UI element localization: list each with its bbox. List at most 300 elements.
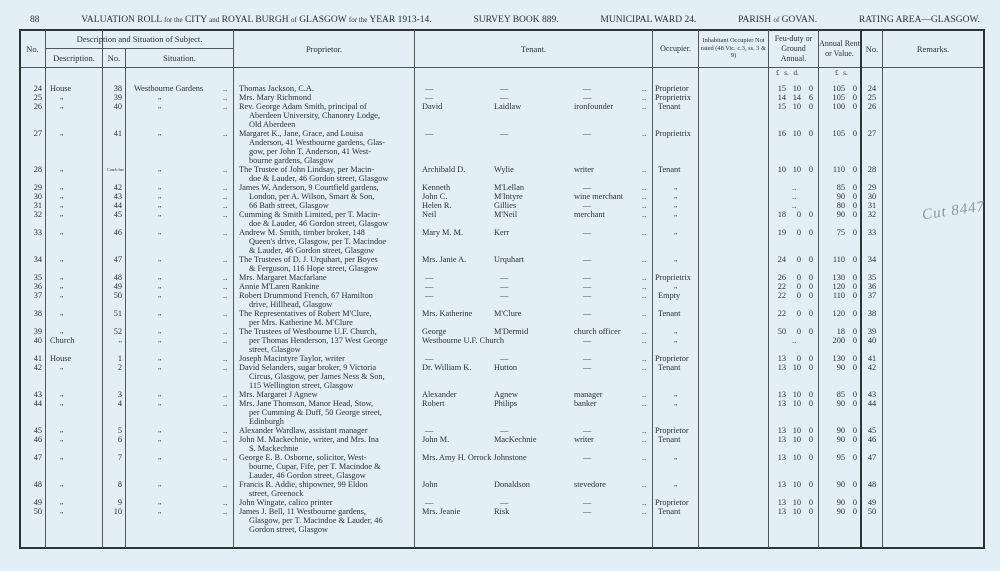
table-row [0, 102, 1000, 129]
header-bottom-border [19, 67, 985, 68]
tenant-forename: — [425, 426, 434, 435]
rent-shillings: 0 [852, 507, 857, 516]
feu-none: .. [792, 183, 797, 192]
row-number: 45 [33, 426, 42, 435]
feu-pence: 0 [808, 165, 813, 174]
proprietor-line: Robert Drummond French, 67 Hamilton [239, 291, 373, 300]
description: ,, [60, 327, 64, 335]
row-number: 48 [33, 480, 42, 489]
feu-pence: 0 [808, 309, 813, 318]
description: ,, [60, 192, 64, 200]
proprietor-line: London, per A. Wilson, Smart & Son, [249, 192, 375, 201]
tenant-dots: .. [642, 183, 647, 192]
rent-pounds: 90 [836, 435, 845, 444]
header-occupier: Occupier. [660, 43, 691, 53]
feu-pence: 0 [808, 255, 813, 264]
tenant-occupation: — [583, 363, 592, 372]
description: ,, [60, 282, 64, 290]
tenant-occupation: — [583, 228, 592, 237]
description: ,, [60, 165, 64, 173]
description: ,, [60, 480, 64, 488]
table-row [0, 165, 1000, 183]
header-proprietor: Proprietor. [305, 43, 343, 54]
subject-number: 10 [113, 507, 122, 516]
occupier: ,, [674, 255, 678, 263]
row-number: 24 [33, 84, 42, 93]
survey-book: SURVEY BOOK 889. [473, 15, 559, 25]
proprietor-line: Gordon street, Glasgow [249, 525, 329, 534]
rent-pounds: 110 [832, 255, 845, 264]
header-annual-rent: Annual Rent or Value. [819, 38, 860, 58]
proprietor-line: Lauder, 46 Gordon street, Glasgow [249, 471, 366, 480]
table-row [0, 93, 1000, 102]
tenant-surname: M'Neil [494, 210, 518, 219]
tenant-forename: John C. [422, 192, 448, 201]
occupier: Tenant [658, 363, 681, 372]
rent-pounds: 90 [836, 498, 845, 507]
proprietor [239, 390, 413, 399]
table-row [0, 192, 1000, 201]
tenant-surname: — [500, 129, 509, 138]
situation: ,, [158, 273, 162, 281]
ward: MUNICIPAL WARD 24. [600, 15, 697, 25]
title-text: for the [164, 16, 183, 24]
tenant-occupation: writer [574, 165, 594, 174]
tenant-occupation: stevedore [574, 480, 606, 489]
tenant-surname: Philips [494, 399, 518, 408]
rent-shillings: 0 [852, 210, 857, 219]
situation: ,, [158, 453, 162, 461]
tenant-occupation: banker [574, 399, 597, 408]
rent-shillings: 0 [852, 363, 857, 372]
situation-dots: .. [223, 228, 228, 237]
header-description-group: Description and Situation of Subject. [76, 34, 203, 44]
table-row [0, 210, 1000, 228]
tenant-occupation: — [583, 426, 592, 435]
tenant-surname: — [500, 426, 509, 435]
row-number: 43 [33, 390, 42, 399]
tenant-dots: .. [642, 507, 647, 516]
tenant-forename: Mrs. Jeanie [422, 507, 461, 516]
situation: ,, [158, 228, 162, 236]
tenant-dots: .. [642, 363, 647, 372]
tenant-occupation: wine merchant [574, 192, 624, 201]
feu-pence: 0 [808, 354, 813, 363]
feu-pence: 0 [808, 228, 813, 237]
table-row [0, 327, 1000, 336]
row-number: 40 [33, 336, 42, 345]
row-number: 47 [33, 453, 42, 462]
occupier: Tenant [658, 309, 681, 318]
tenant-surname: Wylie [494, 165, 514, 174]
feu-shillings: 10 [792, 84, 801, 93]
description: ,, [60, 255, 64, 263]
situation-dots: .. [223, 183, 228, 192]
tenant-forename: — [425, 84, 434, 93]
table-row [0, 498, 1000, 507]
proprietor-line: Rev. George Adam Smith, principal of [239, 102, 367, 111]
row-number: 32 [33, 210, 42, 219]
occupier: ,, [674, 210, 678, 218]
feu-shillings: 10 [792, 399, 801, 408]
description: ,, [60, 390, 64, 398]
feu-pounds: 19 [777, 228, 786, 237]
feu-shillings: 0 [796, 255, 801, 264]
feu-pounds: 22 [777, 291, 786, 300]
header-no: No. [26, 43, 39, 54]
tenant-surname: Risk [494, 507, 510, 516]
situation-dots: .. [223, 201, 228, 210]
description: House [50, 84, 72, 93]
tenant-surname: — [500, 93, 509, 102]
row-number: 41 [33, 354, 42, 363]
description: ,, [60, 129, 64, 137]
proprietor [239, 426, 413, 435]
tenant-occupation: — [583, 93, 592, 102]
row-number: 37 [33, 291, 42, 300]
tenant-surname: — [500, 282, 509, 291]
tenant-forename: — [425, 282, 434, 291]
proprietor [239, 255, 413, 273]
description: ,, [60, 453, 64, 461]
proprietor [239, 480, 413, 498]
proprietor-line: David Selanders, sugar broker, 9 Victoria [239, 363, 377, 372]
rent-shillings: 0 [852, 480, 857, 489]
description: ,, [60, 363, 64, 371]
row-number: 28 [33, 165, 42, 174]
valuation-rows [0, 84, 1000, 534]
row-number: 35 [33, 273, 42, 282]
table-row [0, 129, 1000, 165]
feu-pounds: 13 [777, 453, 786, 462]
proprietor-line: John M. Mackechnie, writer, and Mrs. Ina [239, 435, 379, 444]
situation: ,, [158, 165, 162, 173]
tenant-forename: Kenneth [422, 183, 451, 192]
proprietor [239, 327, 413, 336]
situation-dots: .. [223, 129, 228, 138]
situation: ,, [158, 210, 162, 218]
situation-dots: .. [223, 354, 228, 363]
proprietor-line: The Representatives of Robert M'Clure, [239, 309, 372, 318]
header-tenant: Tenant. [520, 43, 547, 54]
table-row [0, 255, 1000, 273]
proprietor [239, 165, 413, 183]
situation: Westbourne Gardens [134, 84, 204, 93]
situation: ,, [158, 435, 162, 443]
rent-pounds: 18 [836, 327, 845, 336]
row-number-right: 32 [867, 210, 877, 219]
feu-shillings: 14 [792, 93, 801, 102]
tenant-forename: Dr. William K. [422, 363, 472, 372]
row-number: 34 [33, 255, 42, 264]
proprietor-line: bourne gardens, Glasgow [249, 156, 334, 165]
row-number-right: 29 [867, 183, 877, 192]
feu-pence: 0 [808, 390, 813, 399]
proprietor-line: Queen's drive, Glasgow, per T. Macindoe [249, 237, 387, 246]
parish-text: of [773, 16, 780, 24]
table-row [0, 363, 1000, 390]
tenant-occupation: — [583, 183, 592, 192]
proprietor-line: Annie M'Laren Rankine [239, 282, 320, 291]
table-row [0, 435, 1000, 453]
situation: ,, [158, 480, 162, 488]
rent-pounds: 105 [832, 84, 845, 93]
tenant-dots: .. [642, 498, 647, 507]
tenant-occupation: writer [574, 435, 594, 444]
occupier: Proprietor [655, 426, 689, 435]
rent-units: £ s. [835, 69, 848, 77]
occupier: ,, [674, 390, 678, 398]
occupier: Proprietrix [655, 93, 691, 102]
proprietor [239, 354, 413, 363]
rent-shillings: 0 [852, 102, 857, 111]
proprietor [239, 498, 413, 507]
situation: ,, [158, 282, 162, 290]
proprietor-line: James J. Bell, 11 Westbourne gardens, [239, 507, 366, 516]
situation-dots: .. [223, 399, 228, 408]
feu-pounds: 13 [777, 507, 786, 516]
occupier: ,, [674, 336, 678, 344]
subject-number: 6 [117, 435, 122, 444]
tenant-forename: Westbourne U.F. Church [422, 336, 505, 345]
table-row [0, 291, 1000, 309]
proprietor-line: Cumming & Smith Limited, per T. Macin- [239, 210, 381, 219]
proprietor [239, 84, 413, 93]
situation: ,, [158, 183, 162, 191]
feu-pence: 0 [808, 426, 813, 435]
row-number: 49 [33, 498, 42, 507]
proprietor-line: 115 Wellington street, Glasgow [249, 381, 354, 390]
rent-pounds: 90 [836, 507, 845, 516]
header-subject-no: No. [107, 53, 121, 63]
description: ,, [60, 273, 64, 281]
row-number: 50 [33, 507, 42, 516]
situation: ,, [158, 129, 162, 137]
situation-dots: .. [223, 273, 228, 282]
table-row [0, 390, 1000, 399]
description: ,, [60, 291, 64, 299]
rent-shillings: 0 [852, 228, 857, 237]
situation: ,, [158, 93, 162, 101]
occupier: Proprietor [655, 354, 689, 363]
rent-pounds: 90 [836, 363, 845, 372]
tenant-surname: Urquhart [494, 255, 524, 264]
proprietor [239, 399, 413, 426]
proprietor-line: Edinburgh [249, 417, 284, 426]
tenant-dots: .. [642, 93, 647, 102]
rent-shillings: 0 [852, 498, 857, 507]
rent-shillings: 0 [852, 336, 857, 345]
situation-dots: .. [223, 210, 228, 219]
page-number: 88 [30, 15, 40, 25]
situation: ,, [158, 336, 162, 344]
proprietor-line: & Lauder, 46 Gordon street, Glasgow [249, 246, 375, 255]
feu-shillings: 10 [792, 426, 801, 435]
situation: ,, [158, 363, 162, 371]
rent-shillings: 0 [852, 84, 857, 93]
feu-shillings: 0 [796, 327, 801, 336]
tenant-occupation: — [583, 282, 592, 291]
row-number-right: 37 [867, 291, 877, 300]
table-row [0, 201, 1000, 210]
situation-dots: .. [223, 363, 228, 372]
description: House [50, 354, 72, 363]
tenant-dots: .. [642, 255, 647, 264]
proprietor [239, 453, 413, 480]
situation-dots: .. [223, 426, 228, 435]
table-row [0, 273, 1000, 282]
table-row [0, 309, 1000, 327]
handwritten-remark: Cut 8447 [921, 198, 987, 224]
tenant-surname: — [500, 84, 509, 93]
proprietor [239, 183, 413, 192]
tenant-forename: Archibald D. [422, 165, 466, 174]
tenant-forename: John [422, 480, 438, 489]
feu-shillings: 10 [792, 165, 801, 174]
table-row [0, 228, 1000, 255]
subject-number: 45 [113, 210, 122, 219]
occupier: Proprietrix [655, 273, 691, 282]
tenant-dots: .. [642, 327, 647, 336]
proprietor-line: George E. B. Osborne, solicitor, West- [239, 453, 367, 462]
proprietor-line: Old Aberdeen [249, 120, 296, 129]
occupier: ,, [674, 192, 678, 200]
rent-pounds: 100 [832, 102, 845, 111]
tenant-surname: — [500, 291, 509, 300]
subject-number: 38 [113, 84, 122, 93]
situation-dots: .. [223, 336, 228, 345]
proprietor-line: Circus, Glasgow, per James Ness & Son, [249, 372, 385, 381]
tenant-forename: — [425, 354, 434, 363]
subject-number: 52 [113, 327, 122, 336]
parish [738, 15, 817, 25]
proprietor-line: doe & Lauder, 46 Gordon street, Glasgow [249, 174, 389, 183]
subject-number: 47 [113, 255, 122, 264]
table-bottom-border [19, 547, 985, 549]
situation: ,, [158, 201, 162, 209]
situation-dots: .. [223, 453, 228, 462]
header-feu-duty: Feu-duty or Ground Annual. [774, 33, 813, 63]
situation: ,, [158, 309, 162, 317]
feu-pounds: 15 [777, 102, 786, 111]
parish-text: GOVAN. [781, 15, 818, 25]
tenant-dots: .. [642, 102, 647, 111]
rent-pounds: 130 [832, 273, 845, 282]
rent-pounds: 95 [836, 453, 845, 462]
title-text: and [209, 16, 220, 24]
row-number: 31 [33, 201, 42, 210]
rent-pounds: 85 [836, 183, 845, 192]
situation-dots: .. [223, 102, 228, 111]
feu-pounds: 26 [777, 273, 786, 282]
parish-text: PARISH [738, 15, 772, 25]
subject-number: 8 [117, 480, 122, 489]
tenant-surname: M'Clure [494, 309, 522, 318]
row-number-right: 47 [867, 453, 877, 462]
rent-pounds: 75 [836, 228, 845, 237]
row-number-right: 33 [867, 228, 877, 237]
feu-pounds: 15 [777, 84, 786, 93]
rating-area: RATING AREA—GLASGOW. [858, 15, 980, 25]
subject-number: 46 [113, 228, 122, 237]
row-number: 46 [33, 435, 42, 444]
tenant-surname: M'Lellan [494, 183, 525, 192]
subject-number: 40 [113, 102, 122, 111]
proprietor-line: Anderson, 41 Westbourne gardens, Glas- [249, 138, 386, 147]
rent-pounds: 105 [832, 129, 845, 138]
tenant-surname: — [500, 498, 509, 507]
subject-number: 9 [117, 498, 122, 507]
occupier: Proprietor [655, 498, 689, 507]
row-number-right: 45 [867, 426, 877, 435]
description: ,, [60, 498, 64, 506]
tenant-dots: .. [642, 426, 647, 435]
feu-pence: 0 [808, 498, 813, 507]
feu-pounds: 13 [777, 480, 786, 489]
tenant-occupation: merchant [574, 210, 605, 219]
table-row [0, 354, 1000, 363]
table-row [0, 453, 1000, 480]
proprietor [239, 291, 413, 309]
subject-number: 1 [117, 354, 122, 363]
row-number-right: 48 [867, 480, 877, 489]
occupier: Tenant [658, 507, 681, 516]
proprietor-line: S. Mackechnie [249, 444, 299, 453]
tenant-dots: .. [642, 273, 647, 282]
situation-dots: .. [223, 291, 228, 300]
feu-none: .. [792, 192, 797, 201]
feu-pence: 0 [808, 282, 813, 291]
rent-shillings: 0 [852, 192, 857, 201]
tenant-occupation: — [583, 309, 592, 318]
rent-pounds: 90 [836, 210, 845, 219]
situation-dots: .. [223, 480, 228, 489]
feu-units: £ s. d. [776, 69, 799, 77]
tenant-occupation: — [583, 498, 592, 507]
rent-shillings: 0 [852, 435, 857, 444]
page-header [30, 15, 980, 25]
occupier: Proprietrix [655, 129, 691, 138]
subject-number: 49 [113, 282, 122, 291]
proprietor-line: street, Greenock [249, 489, 304, 498]
row-number-right: 40 [867, 336, 877, 345]
rent-shillings: 0 [852, 183, 857, 192]
rent-pounds: 85 [836, 390, 845, 399]
feu-pounds: 13 [777, 426, 786, 435]
row-number-right: 50 [867, 507, 877, 516]
description: ,, [60, 426, 64, 434]
rent-pounds: 105 [832, 93, 845, 102]
tenant-occupation: — [583, 453, 592, 462]
row-number-right: 30 [867, 192, 877, 201]
situation-dots: .. [223, 390, 228, 399]
row-number-right: 35 [867, 273, 877, 282]
situation-dots: .. [223, 255, 228, 264]
feu-pence: 0 [808, 399, 813, 408]
row-number: 29 [33, 183, 42, 192]
proprietor-line: Alexander Wardlaw, assistant manager [239, 426, 368, 435]
feu-shillings: 10 [792, 129, 801, 138]
situation-dots: .. [223, 498, 228, 507]
tenant-occupation: — [583, 255, 592, 264]
proprietor-line: bourne, Cupar, Fife, per T. Macindoe & [249, 462, 381, 471]
tenant-surname: MacKechnie [494, 435, 537, 444]
feu-shillings: 10 [792, 363, 801, 372]
rent-shillings: 0 [852, 93, 857, 102]
tenant-forename: — [425, 291, 434, 300]
description: ,, [60, 102, 64, 110]
subject-number: 7 [117, 453, 122, 462]
